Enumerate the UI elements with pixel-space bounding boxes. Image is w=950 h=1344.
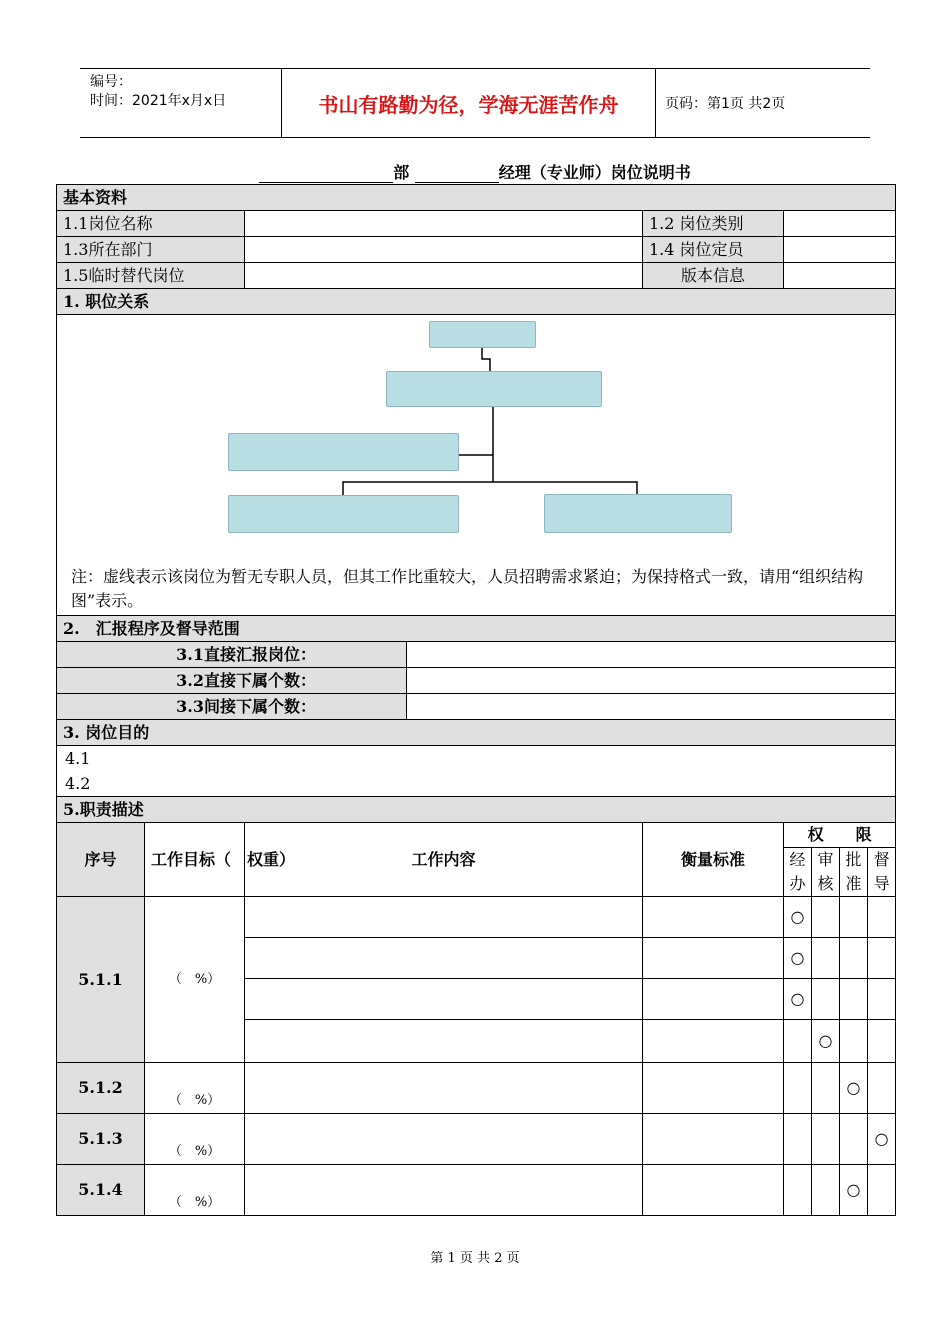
auth-empty: [812, 979, 840, 1020]
value-indirect-subordinates[interactable]: [407, 694, 896, 720]
duty-standard[interactable]: [643, 1020, 784, 1063]
org-note: 注：虚线表示该岗位为暂无专职人员，但其工作比重较大，人员招聘需求紧迫；为保持格式一致，请用“组织结构图”表示。: [71, 567, 864, 610]
auth-empty: [868, 979, 896, 1020]
auth-empty: [812, 1063, 840, 1114]
auth-empty: [840, 938, 868, 979]
basic-heading: 基本资料: [57, 185, 896, 211]
auth-empty: [840, 1114, 868, 1165]
relation-heading: 1. 职位关系: [57, 289, 896, 315]
label-version: 版本信息: [643, 263, 784, 289]
duty-row-no-4: 5.1.4: [57, 1165, 145, 1216]
auth-mark: ○: [784, 979, 812, 1020]
duty-content[interactable]: [245, 979, 643, 1020]
auth-review: 审核: [812, 848, 840, 897]
purpose-item-2: 4.2: [65, 774, 91, 793]
col-standard: 衡量标准: [643, 823, 784, 897]
duty-content[interactable]: [245, 897, 643, 938]
auth-empty: [840, 979, 868, 1020]
purpose-heading: 3. 岗位目的: [57, 720, 896, 746]
org-box-subordinate-2: [544, 494, 732, 533]
label-direct-subordinates: 3.2直接下属个数：: [57, 668, 407, 694]
title-rest: 经理（专业师）岗位说明书: [498, 163, 691, 182]
auth-empty: [868, 1020, 896, 1063]
value-position-type[interactable]: [784, 211, 896, 237]
org-box-assistant: [228, 433, 459, 471]
col-no: 序号: [57, 823, 145, 897]
value-headcount[interactable]: [784, 237, 896, 263]
auth-empty: [840, 897, 868, 938]
label-indirect-subordinates: 3.3间接下属个数：: [57, 694, 407, 720]
auth-handle: 经办: [784, 848, 812, 897]
motto: 书山有路勤为径，学海无涯苦作舟: [281, 69, 656, 137]
label-position-name: 1.1岗位名称: [57, 211, 245, 237]
auth-empty: [812, 897, 840, 938]
org-chart-cell: [57, 315, 896, 616]
document-title: [0, 160, 950, 183]
duty-content[interactable]: [245, 1165, 643, 1216]
col-authority: 权 限: [784, 823, 896, 848]
duty-standard[interactable]: [643, 979, 784, 1020]
auth-empty: [868, 1063, 896, 1114]
auth-empty: [868, 1165, 896, 1216]
auth-empty: [812, 1165, 840, 1216]
duty-standard[interactable]: [643, 938, 784, 979]
duty-standard[interactable]: [643, 1114, 784, 1165]
duty-content[interactable]: [245, 938, 643, 979]
job-description-table: [56, 184, 896, 1216]
page-header: [80, 68, 870, 138]
purpose-body[interactable]: [57, 746, 896, 797]
label-substitute: 1.5临时替代岗位: [57, 263, 245, 289]
header-meta: [90, 73, 226, 111]
duty-weight-1[interactable]: （ %）: [145, 897, 245, 1063]
value-department[interactable]: [245, 237, 643, 263]
auth-mark: ○: [784, 938, 812, 979]
col-content: 工作内容: [245, 823, 643, 897]
auth-empty: [840, 1020, 868, 1063]
duty-content[interactable]: [245, 1114, 643, 1165]
col-goal: 工作目标（ 权重）: [145, 823, 245, 897]
duty-standard[interactable]: [643, 1063, 784, 1114]
org-box-superior: [429, 321, 536, 348]
duty-content[interactable]: [245, 1063, 643, 1114]
code-label: 编号：: [90, 74, 132, 90]
auth-empty: [868, 897, 896, 938]
value-direct-subordinates[interactable]: [407, 668, 896, 694]
duty-weight-4[interactable]: （ %）: [145, 1165, 245, 1216]
name-blank: [415, 163, 499, 183]
auth-mark: ○: [812, 1020, 840, 1063]
value-version[interactable]: [784, 263, 896, 289]
auth-empty: [784, 1114, 812, 1165]
value-position-name[interactable]: [245, 211, 643, 237]
label-direct-report: 3.1直接汇报岗位：: [57, 642, 407, 668]
auth-empty: [868, 938, 896, 979]
org-connectors: [57, 315, 896, 555]
label-department: 1.3所在部门: [57, 237, 245, 263]
auth-mark: ○: [868, 1114, 896, 1165]
title-dept: 部: [393, 163, 410, 182]
date-label: 时间：2021年x月x日: [90, 93, 227, 109]
duty-weight-3[interactable]: （ %）: [145, 1114, 245, 1165]
duty-standard[interactable]: [643, 897, 784, 938]
value-direct-report[interactable]: [407, 642, 896, 668]
value-substitute[interactable]: [245, 263, 643, 289]
auth-empty: [784, 1063, 812, 1114]
auth-empty: [784, 1165, 812, 1216]
auth-empty: [784, 1020, 812, 1063]
auth-approve: 批准: [840, 848, 868, 897]
label-headcount: 1.4 岗位定员: [643, 237, 784, 263]
auth-mark: ○: [784, 897, 812, 938]
org-box-subordinate-1: [228, 495, 459, 533]
page-info: 页码：第1页 共2页: [665, 96, 786, 112]
duty-weight-2[interactable]: （ %）: [145, 1063, 245, 1114]
page-footer: 第 1 页 共 2 页: [430, 1251, 520, 1266]
auth-empty: [812, 938, 840, 979]
duties-heading: 5.职责描述: [57, 797, 896, 823]
org-box-position: [386, 371, 602, 407]
connector-top: [482, 347, 490, 371]
auth-supervise: 督导: [868, 848, 896, 897]
dept-blank: [259, 163, 393, 183]
duty-content[interactable]: [245, 1020, 643, 1063]
duty-row-no-2: 5.1.2: [57, 1063, 145, 1114]
duty-standard[interactable]: [643, 1165, 784, 1216]
duty-row-no-3: 5.1.3: [57, 1114, 145, 1165]
auth-empty: [812, 1114, 840, 1165]
org-chart: [57, 315, 896, 555]
label-position-type: 1.2 岗位类别: [643, 211, 784, 237]
auth-mark: ○: [840, 1063, 868, 1114]
duty-row-no-1: 5.1.1: [57, 897, 145, 1063]
auth-mark: ○: [840, 1165, 868, 1216]
report-heading: 2. 汇报程序及督导范围: [57, 616, 896, 642]
purpose-item-1: 4.1: [65, 749, 91, 768]
